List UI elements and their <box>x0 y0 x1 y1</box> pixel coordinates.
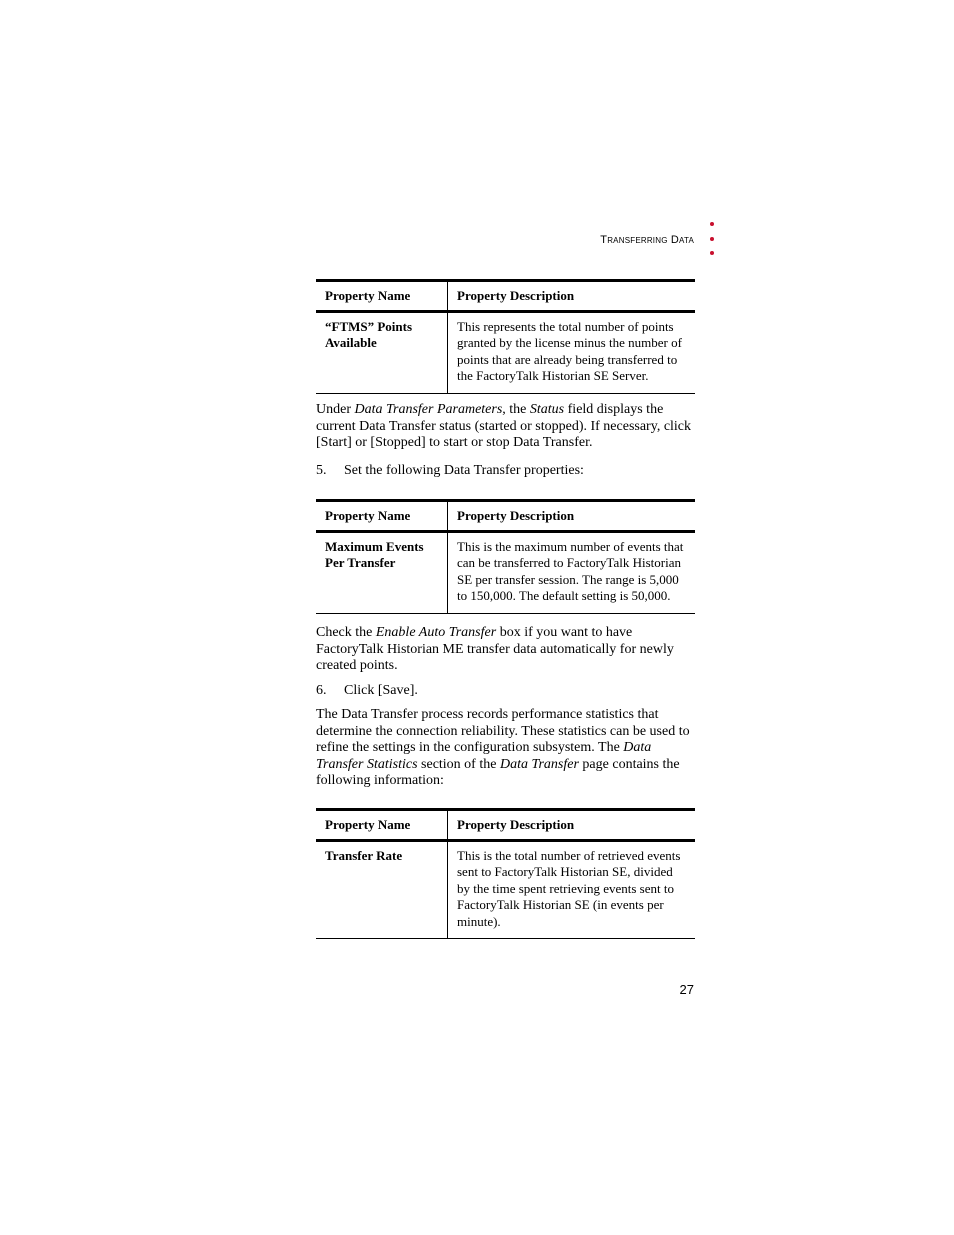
running-header: Transferring Data <box>600 234 694 246</box>
dot-icon <box>710 237 714 241</box>
property-table-2 <box>316 499 696 614</box>
term-data-transfer-statistics: Data Transfer Statistics <box>316 740 652 772</box>
property-description: This represents the total number of points granted by the license minus the number of points that are already being transferred to the FactoryTalk Historian SE Server. <box>457 319 682 384</box>
col-header-description: Property Description <box>448 281 696 312</box>
property-name: “FTMS” Points Available <box>316 312 448 394</box>
col-header-name: Property Name <box>316 810 448 841</box>
text: section of the <box>417 756 500 772</box>
property-table-1 <box>316 279 696 394</box>
col-header-description: Property Description <box>448 501 696 532</box>
col-header-name: Property Name <box>316 501 448 532</box>
term-data-transfer: Data Transfer <box>499 756 579 772</box>
table-row <box>316 312 695 394</box>
property-description: This is the total number of retrieved events sent to FactoryTalk Historian SE, divided by the time spent retrieving events sent to FactoryTalk Historian SE (in events per minute). <box>457 848 681 929</box>
text: , the <box>502 402 530 417</box>
term-data-transfer-parameters: Data Transfer Parameters <box>354 402 503 417</box>
text: field displays the current Data Transfer status (started or stopped). If necessary, click [Start] or [Stopped] to start or stop Data Transfer. <box>316 402 692 451</box>
property-table-3 <box>316 808 696 939</box>
term-status: Status <box>529 402 565 417</box>
text: page contains the following information: <box>316 756 680 789</box>
property-name: Maximum Events Per Transfer <box>316 532 448 614</box>
page-number: 27 <box>679 982 694 997</box>
text: Check the <box>316 625 376 640</box>
decorative-dots <box>710 222 718 266</box>
step-6 <box>316 682 696 699</box>
col-header-name: Property Name <box>316 281 448 312</box>
step-text: Set the following Data Transfer properties: <box>344 463 584 478</box>
property-name: Transfer Rate <box>316 841 448 939</box>
step-text: Click [Save]. <box>344 683 418 698</box>
table-row <box>316 532 695 614</box>
col-header-description: Property Description <box>448 810 696 841</box>
property-description: This is the maximum number of events that can be transferred to FactoryTalk Historian SE per transfer session. The range is 5,000 to 150,000. The default setting is 50,000. <box>457 539 684 604</box>
text: box if you want to have FactoryTalk Historian ME transfer data automatically for newly created points. <box>316 625 674 674</box>
table-row <box>316 841 695 939</box>
text: The Data Transfer process records performance statistics that determine the connection reliability. These statistics can be used to refine the settings in the configuration subsystem. The <box>316 707 690 756</box>
paragraph-statistics <box>316 707 696 790</box>
paragraph-status <box>316 402 696 452</box>
text: Under <box>316 402 355 417</box>
dot-icon <box>710 251 714 255</box>
dot-icon <box>710 222 714 226</box>
step-number: 5. <box>316 463 327 478</box>
step-5 <box>316 462 696 479</box>
paragraph-auto-transfer <box>316 625 696 675</box>
step-number: 6. <box>316 683 327 698</box>
term-enable-auto-transfer: Enable Auto Transfer <box>375 625 497 640</box>
